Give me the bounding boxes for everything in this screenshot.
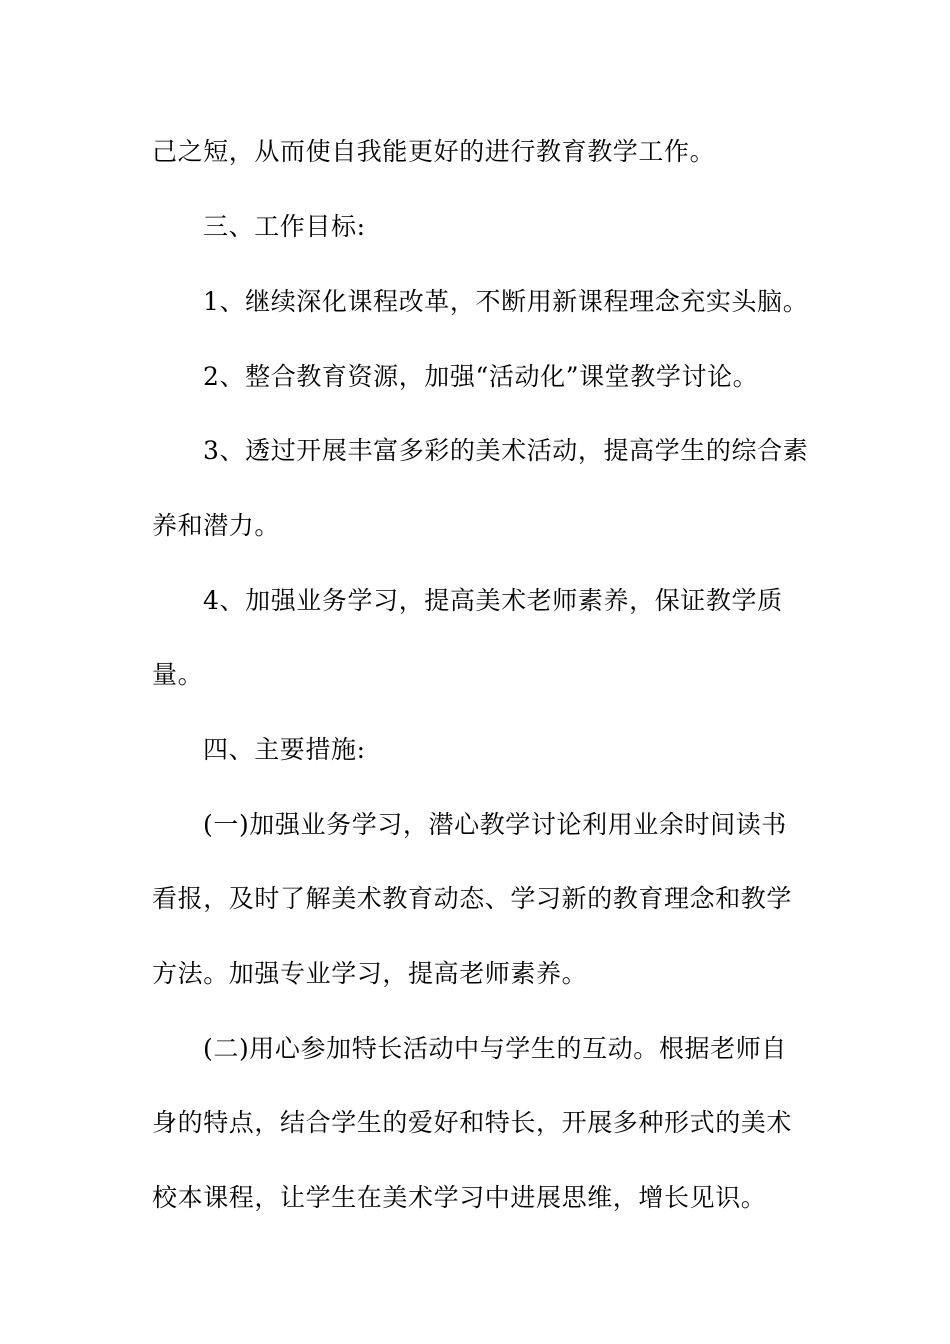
measure-1-line-1: (一)加强业务学习，潜心教学讨论利用业余时间读书 bbox=[203, 810, 787, 839]
section-heading-goals: 三、工作目标: bbox=[203, 212, 366, 241]
goal-item-1: 1、继续深化课程改革，不断用新课程理念充实头脑。 bbox=[203, 287, 809, 316]
paragraph-line: 己之短，从而使自我能更好的进行教育教学工作。 bbox=[152, 137, 716, 166]
goal-item-4-continued: 量。 bbox=[152, 660, 204, 689]
goal-item-2: 2、整合教育资源，加强“活动化”课堂教学讨论。 bbox=[203, 362, 759, 391]
goal-item-3-continued: 养和潜力。 bbox=[152, 511, 281, 540]
measure-2-line-1: (二)用心参加特长活动中与学生的互动。根据老师自 bbox=[203, 1034, 787, 1063]
measure-1-line-3: 方法。加强专业学习，提高老师素养。 bbox=[152, 959, 588, 988]
measure-2-line-2: 身的特点，结合学生的爱好和特长，开展多种形式的美术 bbox=[152, 1108, 793, 1137]
goal-item-4: 4、加强业务学习，提高美术老师素养，保证教学质 bbox=[203, 586, 783, 615]
section-heading-measures: 四、主要措施: bbox=[203, 735, 366, 764]
measure-2-line-3: 校本课程，让学生在美术学习中进展思维，增长见识。 bbox=[152, 1183, 767, 1212]
goal-item-3: 3、透过开展丰富多彩的美术活动，提高学生的综合素 bbox=[203, 436, 809, 465]
measure-1-line-2: 看报，及时了解美术教育动态、学习新的教育理念和教学 bbox=[152, 884, 793, 913]
